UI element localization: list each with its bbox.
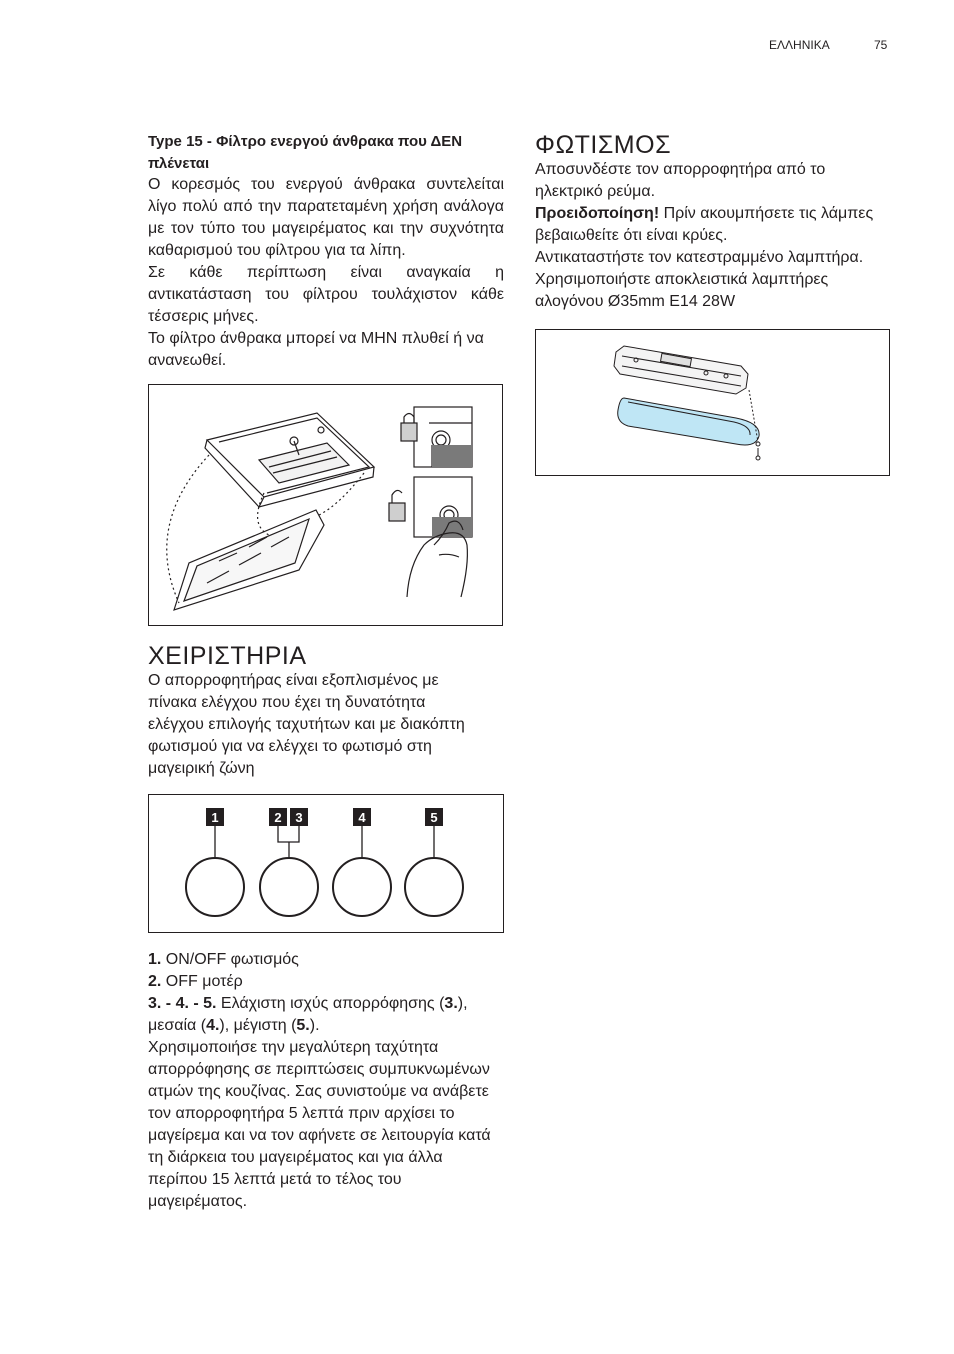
button-4	[333, 858, 391, 916]
button-1	[186, 858, 244, 916]
controls-list	[148, 949, 504, 1213]
controls-section-title: ΧΕΙΡΙΣΤΗΡΙΑ	[148, 642, 307, 670]
filter-section-title: Type 15 - Φίλτρο ενεργού άνθρακα που ΔΕΝ πλένεται	[148, 133, 463, 172]
control-item-2: 2. OFF μοτέρ	[148, 973, 243, 990]
header-language: ΕΛΛΗΝΙΚΑ	[769, 38, 830, 52]
leader-line-2-3	[278, 826, 299, 857]
left-column	[148, 131, 504, 1213]
lighting-paragraph-1: Αποσυνδέστε τον απορροφητήρα από το ηλεκτρικό ρεύμα.	[535, 161, 826, 200]
control-panel-figure	[148, 794, 504, 933]
controls-advice: Χρησιμοποιήσε την μεγαλύτερη ταχύτητα απορρόφησης σε περιπτώσεις συμπυκνωμένων ατμών της κουζίνας. Σας συνιστούμε να ανάβετε τον απορροφητήρα 5 λεπτά πριν αρχίσει το μαγείρεμα και να τον αφήνετε σε λειτουργία κατά τη διάρκεια του μαγειρέματος και για άλλα περίπου 15 λεπτά μετά το τέλος του μαγειρέματος.	[148, 1039, 491, 1210]
panel-label-3: 3	[295, 810, 303, 825]
lamp-figure	[535, 329, 890, 476]
filter-figure	[148, 384, 503, 626]
filter-paragraph-2: Σε κάθε περίπτωση είναι αναγκαία η αντικατάσταση του φίλτρου τουλάχιστον κάθε τέσσερις μήνες.	[148, 264, 504, 325]
lighting-warning: Προειδοποίηση! Πρίν ακουμπήσετε τις λάμπες βεβαιωθείτε ότι είναι κρύες.	[535, 205, 874, 244]
lighting-paragraph-3: Χρησιμοποιήστε αποκλειστικά λαμπτήρες αλογόνου Ø35mm E14 28W	[535, 271, 829, 310]
panel-label-2: 2	[274, 810, 282, 825]
controls-intro: Ο απορροφητήρας είναι εξοπλισμένος με πίνακα ελέγχου που έχει τη δυνατότητα ελέγχου επιλογής ταχυτήτων και με διακόπτη φωτισμού για να ελέγχει το φωτισμό στη μαγειρική ζώνη	[148, 672, 465, 777]
filter-replacement-illustration	[149, 385, 502, 625]
control-item-speeds: 3. - 4. - 5. Ελάχιστη ισχύς απορρόφησης (3.), μεσαία (4.), μέγιστη (5.).	[148, 995, 468, 1034]
lighting-section-title: ΦΩΤΙΣΜΟΣ	[535, 131, 672, 159]
button-2-3	[260, 858, 318, 916]
filter-paragraph-3: Το φίλτρο άνθρακα μπορεί να ΜΗΝ πλυθεί ή να ανανεωθεί.	[148, 330, 484, 369]
lamp-replacement-illustration	[536, 330, 889, 475]
lighting-paragraph-2: Αντικαταστήστε τον κατεστραμμένο λαμπτήρα.	[535, 249, 864, 266]
panel-label-4: 4	[358, 810, 366, 825]
control-panel-illustration	[149, 795, 503, 932]
control-item-1: 1. ON/OFF φωτισμός	[148, 951, 299, 968]
panel-label-1: 1	[211, 810, 219, 825]
filter-paragraph-1: Ο κορεσμός του ενεργού άνθρακα συντελείται λίγο πολύ από την παρατεταμένη χρήση ανάλογα με τον τύπο του μαγειρέματος και την συχνότητα καθαρισμού του φίλτρου για τα λίπη.	[148, 176, 504, 259]
warning-label: Προειδοποίηση!	[535, 205, 660, 222]
button-5	[405, 858, 463, 916]
panel-label-5: 5	[430, 810, 438, 825]
right-column	[535, 131, 890, 476]
page-number: 75	[874, 38, 888, 52]
